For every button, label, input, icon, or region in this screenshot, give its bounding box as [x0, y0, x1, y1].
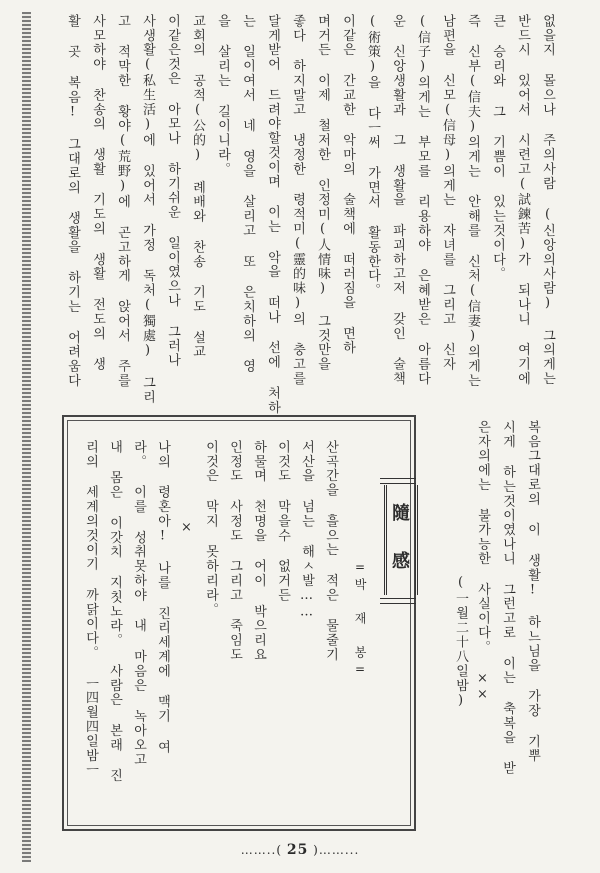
text-column: (信子)의게는 부모를 리용하야 은혜받은 아름다 — [415, 14, 430, 386]
text-column: 며거든 이제 철저한 인정미(人情味) 그것만을 — [315, 14, 330, 372]
text-column: 교회의 공적(公的) 례배와 찬송 기도 설교 — [190, 14, 205, 360]
text-column: (術策)을 다ㅡ써 가면서 활동한다。 — [365, 14, 380, 298]
text-column: 는 일이여서 네 영을 살리고 또 은치하의 영 — [240, 14, 255, 374]
text-column: 라。 이를 성취못하야 내 마음은 녹아오고 — [131, 440, 146, 767]
essay-title-frame — [384, 485, 418, 595]
text-column: 하물며 천명을 어이 박으리요 — [251, 440, 266, 662]
text-column: 리의 세계의것이기 까닭이다。 ㅡ四월四일밤ㅡ — [83, 440, 98, 778]
binding-strip — [22, 12, 31, 862]
text-column: 은자의에는 불가능한 사실이다。 ×× — [475, 420, 490, 704]
text-column: 서산을 넘는 해ㅅ발…… — [299, 440, 314, 621]
text-column: 시게 하는것이였나니 그런고로 이는 축복을 받 — [500, 420, 515, 776]
essay-author: =박 재 봉= — [353, 560, 367, 680]
title-rule — [380, 478, 416, 484]
text-column: 이같은 간교한 악마의 술책에 떠러짐을 면하 — [340, 14, 355, 356]
text-column: 없을지 몰으나 주의사람 (신앙의사람) 그의게는 — [540, 14, 555, 386]
text-column: 달게받어 드려야할것이며 이는 악을 떠나 선에 처하 — [265, 14, 280, 415]
page-number-deco-left: ……..( — [240, 843, 283, 857]
page-number-value: 25 — [286, 842, 309, 858]
date-note: (一월二十八일밤) — [453, 575, 468, 710]
text-column: 복음그대로의 이 생활! 하느님을 가장 기뿌 — [525, 420, 540, 764]
text-column: 사모하야 찬송의 생활 기도의 생활 전도의 생 — [90, 14, 105, 372]
text-column: 반드시 있어서 시련고(試鍊苦)가 되나니 여기에 — [515, 14, 530, 386]
page-number — [230, 842, 370, 858]
text-column: 나의 령혼아! 나를 진리세계에 맥기 여 — [155, 440, 170, 755]
text-column: 이것도 막을수 없거든 — [275, 440, 290, 603]
text-column: 큰 승리와 그 기쁨이 있는것이다。 — [490, 14, 505, 282]
text-column: 활 곳 복음! 그대로의 생활을 하기는 어려움다 — [65, 14, 80, 388]
section-divider: × — [179, 520, 194, 537]
text-column: 남편을 신모(信母)의게는 자녀를 그리고 신자 — [440, 14, 455, 372]
text-column: 즉 신부(信夫)의게는 안해를 신처(信妻)의게는 — [465, 14, 480, 388]
text-column: 인정도 사정도 그리고 죽임도 — [227, 440, 242, 662]
text-column: 사생활(私生活)에 있어서 가정 독처(獨處) 그리 — [140, 14, 155, 405]
text-column: 좋다 하지말고 냉정한 령적미(靈的味)의 충고를 — [290, 14, 305, 386]
essay-title-char: 隨 — [392, 503, 410, 524]
text-column: 이같은것은 아모나 하기쉬운 일이였으나 그러나 — [165, 14, 180, 368]
text-column: 고 적막한 황야(荒野)에 곤고하게 앉어서 주를 — [115, 14, 130, 388]
title-rule — [380, 598, 416, 604]
page-number-deco-right: )……... — [313, 843, 360, 857]
text-column: 이것은 막지 못하리라。 — [203, 440, 218, 617]
essay-title-char: 感 — [392, 551, 410, 572]
text-column: 운 신앙생활과 그 생활을 파괴하고저 갖인 술책 — [390, 14, 405, 386]
text-column: 을 살리는 길이니라。 — [215, 14, 230, 177]
text-column: 내 몸은 이갓치 지칫노라。 사람은 본래 진 — [107, 440, 122, 784]
text-column: 산곡간을 흘으는 적은 물줄기 — [323, 440, 338, 662]
